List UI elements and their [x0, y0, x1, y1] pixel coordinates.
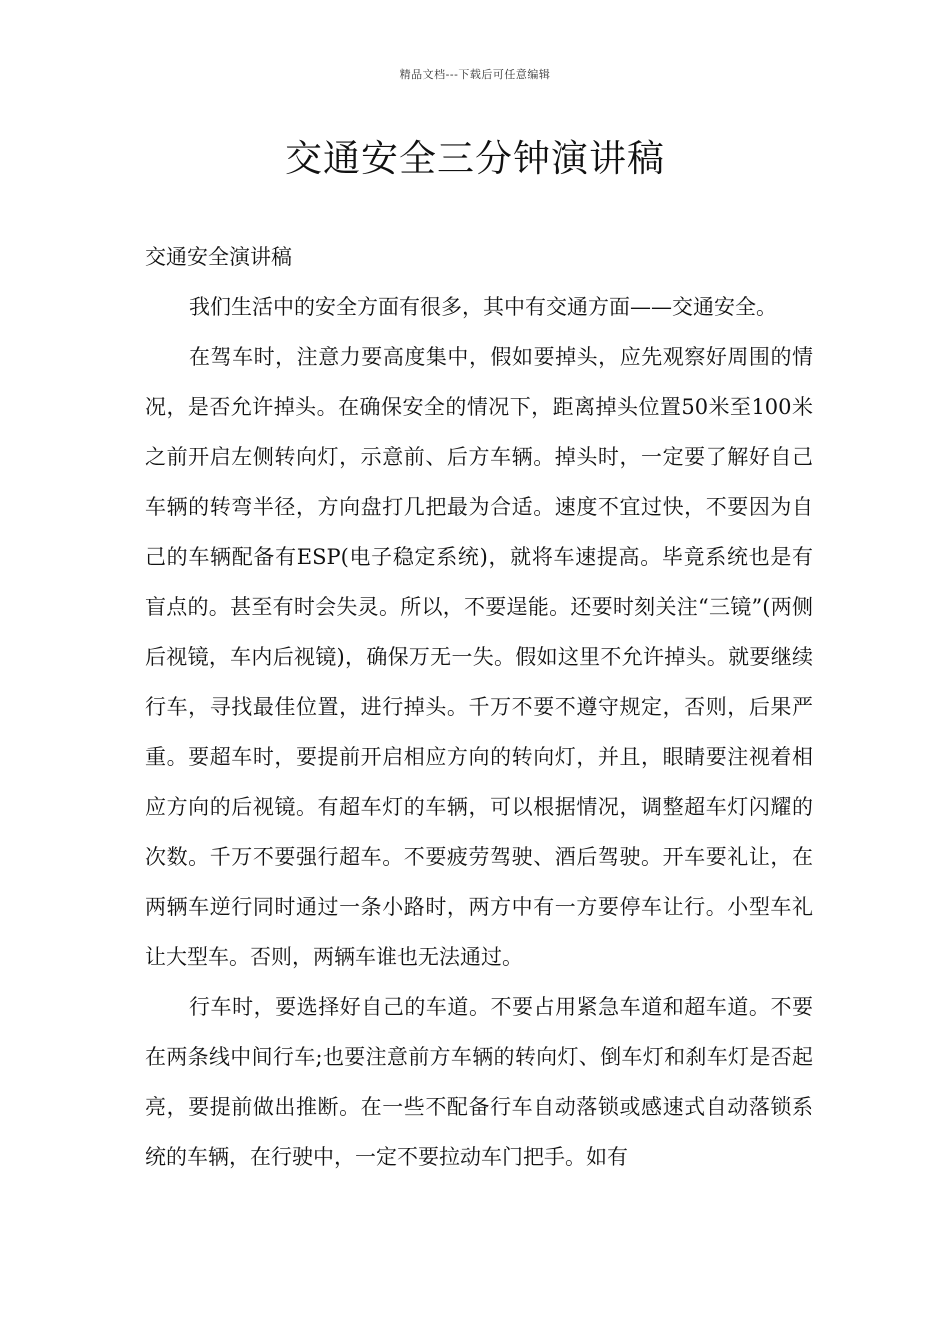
document-subtitle: 交通安全演讲稿 — [145, 245, 292, 269]
paragraph-3: 行车时，要选择好自己的车道。不要占用紧急车道和超车道。不要在两条线中间行车;也要注意前方车辆的转向灯、倒车灯和刹车灯是否起亮，要提前做出推断。在一些不配备行车自动落锁或感速式自动落锁系统的车辆，在行驶中，一定不要拉动车门把手。如有 — [145, 995, 813, 1169]
header-note: 精品文档---下载后可任意编辑 — [399, 68, 551, 81]
document-body — [145, 232, 813, 1182]
document-title: 交通安全三分钟演讲稿 — [285, 137, 665, 180]
paragraph-2: 在驾车时，注意力要高度集中，假如要掉头，应先观察好周围的情况，是否允许掉头。在确保安全的情况下，距离掉头位置50米至100米之前开启左侧转向灯，示意前、后方车辆。掉头时，一定要了解好自己车辆的转弯半径，方向盘打几把最为合适。速度不宜过快，不要因为自己的车辆配备有ESP(电子稳定系统)，就将车速提高。毕竟系统也是有盲点的。甚至有时会失灵。所以，不要逞能。还要时刻关注“三镜”(两侧后视镜，车内后视镜)，确保万无一失。假如这里不允许掉头。就要继续行车，寻找最佳位置，进行掉头。千万不要不遵守规定，否则，后果严重。要超车时，要提前开启相应方向的转向灯，并且，眼睛要注视着相应方向的后视镜。有超车灯的车辆，可以根据情况，调整超车灯闪耀的次数。千万不要强行超车。不要疲劳驾驶、酒后驾驶。开车要礼让，在两辆车逆行同时通过一条小路时，两方中有一方要停车让行。小型车礼让大型车。否则，两辆车谁也无法通过。 — [145, 345, 813, 969]
paragraph-1: 我们生活中的安全方面有很多，其中有交通方面——交通安全。 — [189, 295, 777, 319]
